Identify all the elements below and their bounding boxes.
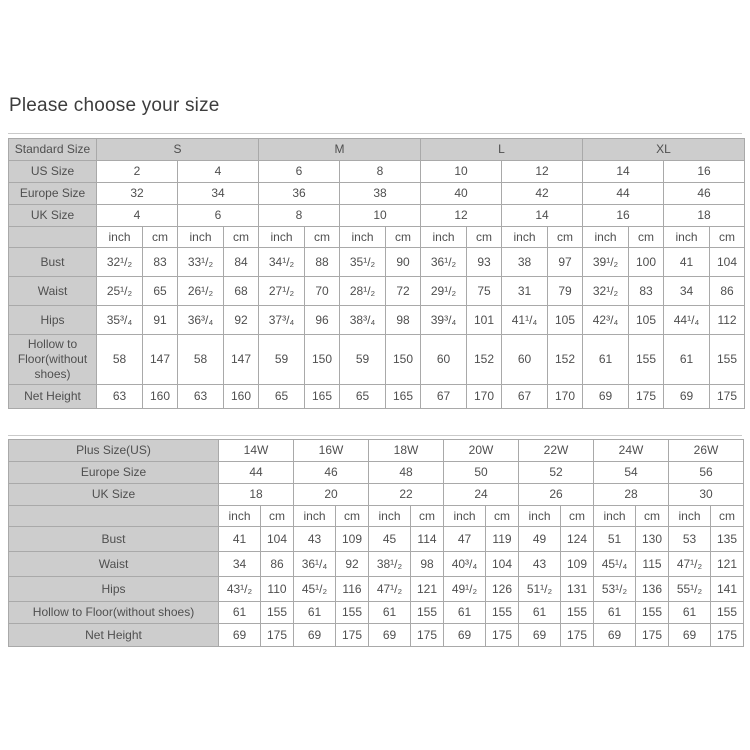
row-label: Plus Size(US) [9,440,219,462]
table-cell: 119 [486,527,519,552]
table-row [9,335,745,385]
table-row [9,602,744,624]
table-cell: 92 [336,552,369,577]
table-cell: 30 [669,484,744,506]
table-cell: 45¹/₄ [594,552,636,577]
table-cell: 61 [444,602,486,624]
table-cell: 53¹/₂ [594,577,636,602]
table-cell: 38 [340,183,421,205]
table-cell: 43¹/₂ [219,577,261,602]
table-cell: 63 [178,385,224,409]
table-cell: 34 [178,183,259,205]
table-cell: 135 [711,527,744,552]
table-cell: 24W [594,440,669,462]
table-cell: 160 [143,385,178,409]
table-cell: cm [711,506,744,527]
table-cell: 175 [629,385,664,409]
table-cell: 46 [664,183,745,205]
table-cell: 35³/₄ [97,306,143,335]
table-cell: 65 [259,385,305,409]
table-cell: 31 [502,277,548,306]
table-cell: cm [386,227,421,248]
table-cell: 155 [710,335,745,385]
table-cell: 42³/₄ [583,306,629,335]
table-row [9,205,745,227]
table-cell: 155 [711,602,744,624]
table-cell: cm [143,227,178,248]
table-cell: 155 [486,602,519,624]
table-cell: cm [636,506,669,527]
table-cell: inch [583,227,629,248]
table-cell: inch [421,227,467,248]
table-cell: 32¹/₂ [97,248,143,277]
table-cell: 98 [411,552,444,577]
table-cell: 136 [636,577,669,602]
table-cell: 56 [669,462,744,484]
table-cell: 160 [224,385,259,409]
table-cell: 12 [421,205,502,227]
table-cell: 8 [259,205,340,227]
table-cell: cm [548,227,583,248]
table-cell: 32 [97,183,178,205]
table-cell: XL [583,139,745,161]
table-cell: 59 [340,335,386,385]
row-label: Bust [9,248,97,277]
table-cell: 147 [143,335,178,385]
table-cell: 36 [259,183,340,205]
table-cell: 165 [305,385,340,409]
table-cell: 10 [421,161,502,183]
table-cell: 16 [583,205,664,227]
table-cell: 92 [224,306,259,335]
table-cell: 121 [411,577,444,602]
row-label: UK Size [9,484,219,506]
table-cell: 61 [669,602,711,624]
row-label: Bust [9,527,219,552]
row-label: UK Size [9,205,97,227]
table-cell: 58 [178,335,224,385]
table-cell: 165 [386,385,421,409]
table-cell: 93 [467,248,502,277]
table-cell: inch [259,227,305,248]
table-cell: 175 [710,385,745,409]
table-cell: 47¹/₂ [669,552,711,577]
table-cell: 105 [629,306,664,335]
table-cell: 47¹/₂ [369,577,411,602]
table-cell: 116 [336,577,369,602]
row-label [9,227,97,248]
table-row [9,462,744,484]
row-label: Waist [9,552,219,577]
table-cell: 38 [502,248,548,277]
table-cell: 49 [519,527,561,552]
table-cell: 155 [261,602,294,624]
table-cell: 58 [97,335,143,385]
table-cell: 150 [305,335,340,385]
table-cell: 86 [261,552,294,577]
table-cell: inch [294,506,336,527]
table-cell: 86 [710,277,745,306]
table-cell: L [421,139,583,161]
table-cell: 175 [636,624,669,647]
table-cell: 16W [294,440,369,462]
table-cell: 51 [594,527,636,552]
table-cell: 170 [548,385,583,409]
table-cell: 69 [669,624,711,647]
table-cell: 10 [340,205,421,227]
table-cell: 59 [259,335,305,385]
table-cell: 96 [305,306,340,335]
table-cell: 63 [97,385,143,409]
table-cell: 70 [305,277,340,306]
table-cell: 34 [664,277,710,306]
table-cell: 69 [594,624,636,647]
table-cell: 49¹/₂ [444,577,486,602]
table-cell: 175 [711,624,744,647]
table-cell: 104 [261,527,294,552]
table-cell: 18 [219,484,294,506]
table-cell: 90 [386,248,421,277]
row-label: Europe Size [9,462,219,484]
table-cell: 104 [710,248,745,277]
standard-size-chart [8,138,745,409]
table-cell: cm [629,227,664,248]
table-cell: inch [594,506,636,527]
table-cell: 175 [261,624,294,647]
table-cell: 33¹/₂ [178,248,224,277]
table-cell: 14 [583,161,664,183]
table-cell: S [97,139,259,161]
table-cell: 68 [224,277,259,306]
table-cell: 6 [259,161,340,183]
table-cell: 46 [294,462,369,484]
table-cell: 26W [669,440,744,462]
table-cell: 40 [421,183,502,205]
table-cell: 51¹/₂ [519,577,561,602]
table-cell: 98 [386,306,421,335]
table-cell: 36¹/₂ [421,248,467,277]
table-cell: 91 [143,306,178,335]
table-cell: 47 [444,527,486,552]
table-cell: inch [669,506,711,527]
table-cell: inch [444,506,486,527]
table-cell: 41 [664,248,710,277]
table-cell: 126 [486,577,519,602]
table-row [9,506,744,527]
table-cell: cm [486,506,519,527]
table-row [9,161,745,183]
table-cell: 155 [561,602,594,624]
row-label: US Size [9,161,97,183]
table-cell: 43 [294,527,336,552]
table-cell: cm [261,506,294,527]
table-cell: inch [664,227,710,248]
row-label: Hips [9,306,97,335]
table-cell: 100 [629,248,664,277]
table-cell: 36³/₄ [178,306,224,335]
row-label: Standard Size [9,139,97,161]
table-cell: 109 [336,527,369,552]
table-row [9,577,744,602]
table-cell: 4 [97,205,178,227]
table-row [9,552,744,577]
table-cell: 24 [444,484,519,506]
row-label: Hollow to Floor(without shoes) [9,335,97,385]
table-cell: inch [178,227,224,248]
table-cell: 22 [369,484,444,506]
table-cell: 32¹/₂ [583,277,629,306]
table-cell: 147 [224,335,259,385]
table-row [9,277,745,306]
table-cell: 27¹/₂ [259,277,305,306]
table-cell: 55¹/₂ [669,577,711,602]
table-cell: 42 [502,183,583,205]
table-cell: 14W [219,440,294,462]
table-cell: inch [519,506,561,527]
table-cell: 69 [369,624,411,647]
table-cell: 34¹/₂ [259,248,305,277]
table-cell: 60 [502,335,548,385]
table-cell: 38¹/₂ [369,552,411,577]
table-cell: 39¹/₂ [583,248,629,277]
table-cell: 72 [386,277,421,306]
table-cell: 175 [561,624,594,647]
table-cell: 67 [502,385,548,409]
table-row [9,527,744,552]
table-row [9,385,745,409]
table-cell: 75 [467,277,502,306]
table-cell: 45 [369,527,411,552]
table-cell: 52 [519,462,594,484]
table-cell: 110 [261,577,294,602]
table-cell: 69 [519,624,561,647]
table-cell: 61 [219,602,261,624]
table-cell: 61 [594,602,636,624]
table-cell: 40³/₄ [444,552,486,577]
table-cell: 43 [519,552,561,577]
table-cell: cm [710,227,745,248]
table-cell: 44 [583,183,664,205]
row-label: Europe Size [9,183,97,205]
table-cell: 115 [636,552,669,577]
table-cell: 83 [629,277,664,306]
table-cell: cm [336,506,369,527]
table-cell: 44 [219,462,294,484]
table-cell: 38³/₄ [340,306,386,335]
table-cell: 8 [340,161,421,183]
table-cell: inch [369,506,411,527]
table-cell: 6 [178,205,259,227]
table-cell: 26 [519,484,594,506]
table-cell: 152 [467,335,502,385]
table-cell: 61 [583,335,629,385]
table-cell: 124 [561,527,594,552]
table-cell: 25¹/₂ [97,277,143,306]
table-cell: 104 [486,552,519,577]
table-cell: 2 [97,161,178,183]
table-cell: 69 [664,385,710,409]
table-cell: 175 [486,624,519,647]
table-cell: inch [219,506,261,527]
table-cell: 16 [664,161,745,183]
table-row [9,484,744,506]
table-cell: 4 [178,161,259,183]
table-cell: 50 [444,462,519,484]
row-label: Hollow to Floor(without shoes) [9,602,219,624]
table-row [9,440,744,462]
table-cell: 54 [594,462,669,484]
table-cell: 28¹/₂ [340,277,386,306]
divider [8,435,742,436]
table-cell: 45¹/₂ [294,577,336,602]
table-cell: 155 [336,602,369,624]
table-cell: 29¹/₂ [421,277,467,306]
table-cell: 14 [502,205,583,227]
table-cell: 114 [411,527,444,552]
table-cell: 69 [219,624,261,647]
table-cell: 65 [143,277,178,306]
table-cell: 41 [219,527,261,552]
table-cell: 141 [711,577,744,602]
table-cell: 65 [340,385,386,409]
table-row [9,624,744,647]
table-cell: 83 [143,248,178,277]
table-cell: 175 [336,624,369,647]
table-cell: 41¹/₄ [502,306,548,335]
table-row [9,306,745,335]
table-cell: 53 [669,527,711,552]
table-cell: 112 [710,306,745,335]
table-cell: cm [467,227,502,248]
divider [8,133,742,134]
table-cell: cm [224,227,259,248]
row-label: Waist [9,277,97,306]
table-cell: 12 [502,161,583,183]
table-cell: 109 [561,552,594,577]
table-cell: 69 [583,385,629,409]
table-cell: 44¹/₄ [664,306,710,335]
plus-size-chart [8,439,744,647]
table-cell: 152 [548,335,583,385]
table-cell: 97 [548,248,583,277]
table-cell: 26¹/₂ [178,277,224,306]
table-cell: 61 [294,602,336,624]
page-title: Please choose your size [9,95,220,116]
table-cell: 18W [369,440,444,462]
table-row [9,139,745,161]
table-cell: 155 [636,602,669,624]
table-cell: 48 [369,462,444,484]
table-cell: 20W [444,440,519,462]
table-cell: cm [305,227,340,248]
table-cell: 105 [548,306,583,335]
table-cell: 170 [467,385,502,409]
table-cell: 18 [664,205,745,227]
table-cell: 67 [421,385,467,409]
table-cell: 20 [294,484,369,506]
table-cell: 101 [467,306,502,335]
table-cell: 61 [369,602,411,624]
table-cell: 34 [219,552,261,577]
table-cell: 84 [224,248,259,277]
row-label: Hips [9,577,219,602]
table-cell: 39³/₄ [421,306,467,335]
table-cell: 121 [711,552,744,577]
table-cell: 35¹/₂ [340,248,386,277]
table-cell: 28 [594,484,669,506]
table-cell: 37³/₄ [259,306,305,335]
table-row [9,183,745,205]
table-cell: inch [502,227,548,248]
table-row [9,248,745,277]
row-label: Net Height [9,385,97,409]
table-cell: 69 [294,624,336,647]
row-label [9,506,219,527]
table-cell: 79 [548,277,583,306]
table-cell: 61 [664,335,710,385]
table-cell: 150 [386,335,421,385]
table-cell: 61 [519,602,561,624]
table-cell: cm [411,506,444,527]
table-cell: 22W [519,440,594,462]
table-cell: 88 [305,248,340,277]
table-cell: 155 [629,335,664,385]
table-cell: 69 [444,624,486,647]
row-label: Net Height [9,624,219,647]
table-cell: 130 [636,527,669,552]
table-cell: 131 [561,577,594,602]
table-cell: cm [561,506,594,527]
table-cell: 36¹/₄ [294,552,336,577]
table-cell: 175 [411,624,444,647]
table-cell: inch [97,227,143,248]
table-cell: M [259,139,421,161]
table-row [9,227,745,248]
table-cell: 155 [411,602,444,624]
table-cell: inch [340,227,386,248]
table-cell: 60 [421,335,467,385]
